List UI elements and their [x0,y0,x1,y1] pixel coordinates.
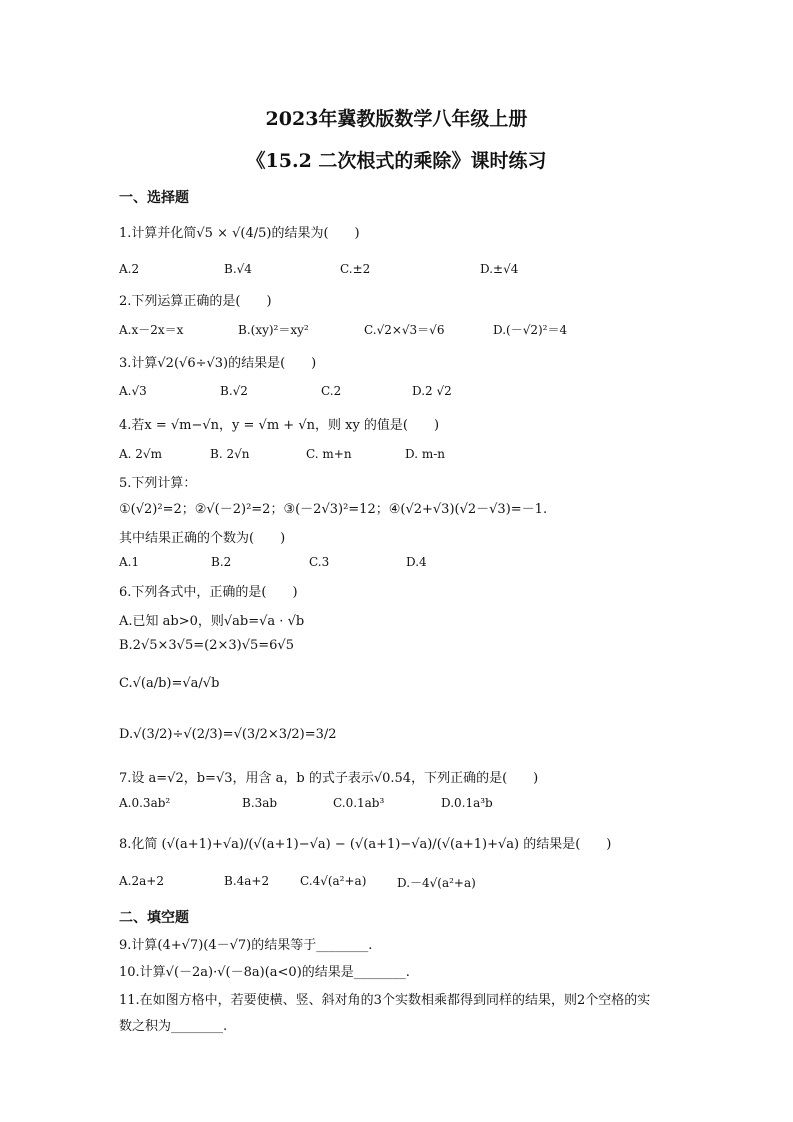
q5-option-d: D.4 [406,555,427,569]
q8-option-d: D.－4√(a²+a) [397,876,476,890]
q7-option-d: D.0.1a³b [441,796,493,810]
q4-stem: 4.若x = √m−√n，y = √m + √n，则 xy 的值是( ) [119,418,440,433]
q11-line1: 11.在如图方格中，若要使横、竖、斜对角的3个实数相乘都得到同样的结果，则2个空格的实 [119,993,651,1008]
q2-stem: 2.下列运算正确的是( ) [119,294,272,309]
q7-option-b: B.3ab [242,796,278,810]
q6-option-c: C.√(a/b)=√a/√b [119,676,220,691]
q5-items: ①(√2)²=2；②√(－2)²=2；③(－2√3)²=12；④(√2+√3)(√2－√3)=－1. [119,502,548,517]
q8-stem: 8.化简 (√(a+1)+√a)/(√(a+1)−√a) − (√(a+1)−√a)/(√(a+1)+√a) 的结果是( ) [119,837,612,852]
q5-tail: 其中结果正确的个数为( ) [119,531,286,546]
q1-option-b: B.√4 [224,262,252,276]
q5-option-c: C.3 [309,555,330,569]
q3-option-d: D.2 √2 [412,384,452,398]
q11-line2: 数之积为________. [119,1019,228,1034]
section-fill: 二、填空题 [119,910,189,926]
q8-option-c: C.4√(a²+a) [300,874,367,888]
q4-option-c: C. m+n [306,447,352,461]
q4-option-d: D. m-n [405,447,445,461]
q5-option-b: B.2 [211,555,232,569]
q2-option-c: C.√2×√3＝√6 [364,323,445,337]
q1-option-a: A.2 [119,262,140,276]
q3-option-c: C.2 [321,384,342,398]
q10-stem: 10.计算√(－2a)·√(－8a)(a<0)的结果是________. [119,965,410,980]
q2-option-d: D.(－√2)²＝4 [493,323,568,337]
worksheet-title: 2023年冀教版数学八年级上册 [265,108,528,130]
q6-stem: 6.下列各式中，正确的是( ) [119,585,298,600]
q5-stem: 5.下列计算： [119,476,197,491]
q1-option-c: C.±2 [340,262,371,276]
q3-stem: 3.计算√2(√6÷√3)的结果是( ) [119,356,317,371]
q4-option-a: A. 2√m [119,447,162,461]
q9-stem: 9.计算(4+√7)(4－√7)的结果等于________. [119,938,373,953]
q6-option-d: D.√(3/2)÷√(2/3)=√(3/2×3/2)=3/2 [119,727,337,742]
q1-stem: 1.计算并化简√5 × √(4/5)的结果为( ) [119,226,360,241]
q6-option-b: B.2√5×3√5=(2×3)√5=6√5 [119,638,294,653]
q3-option-a: A.√3 [119,384,147,398]
lesson-title: 《15.2 二次根式的乘除》课时练习 [246,150,547,172]
q7-option-a: A.0.3ab² [119,796,171,810]
q8-option-b: B.4a+2 [224,874,270,888]
q3-option-b: B.√2 [220,384,248,398]
q5-option-a: A.1 [119,555,140,569]
q7-option-c: C.0.1ab³ [333,796,385,810]
q8-option-a: A.2a+2 [119,874,164,888]
q7-stem: 7.设 a=√2，b=√3，用含 a，b 的式子表示√0.54，下列正确的是( ) [119,771,539,786]
q1-option-d: D.±√4 [480,262,519,276]
q6-option-a: A.已知 ab>0，则√ab=√a · √b [119,614,305,629]
section-choice: 一、选择题 [119,190,189,206]
q2-option-b: B.(xy)²＝xy² [238,323,309,337]
q2-option-a: A.x－2x＝x [119,323,184,337]
q4-option-b: B. 2√n [210,447,250,461]
